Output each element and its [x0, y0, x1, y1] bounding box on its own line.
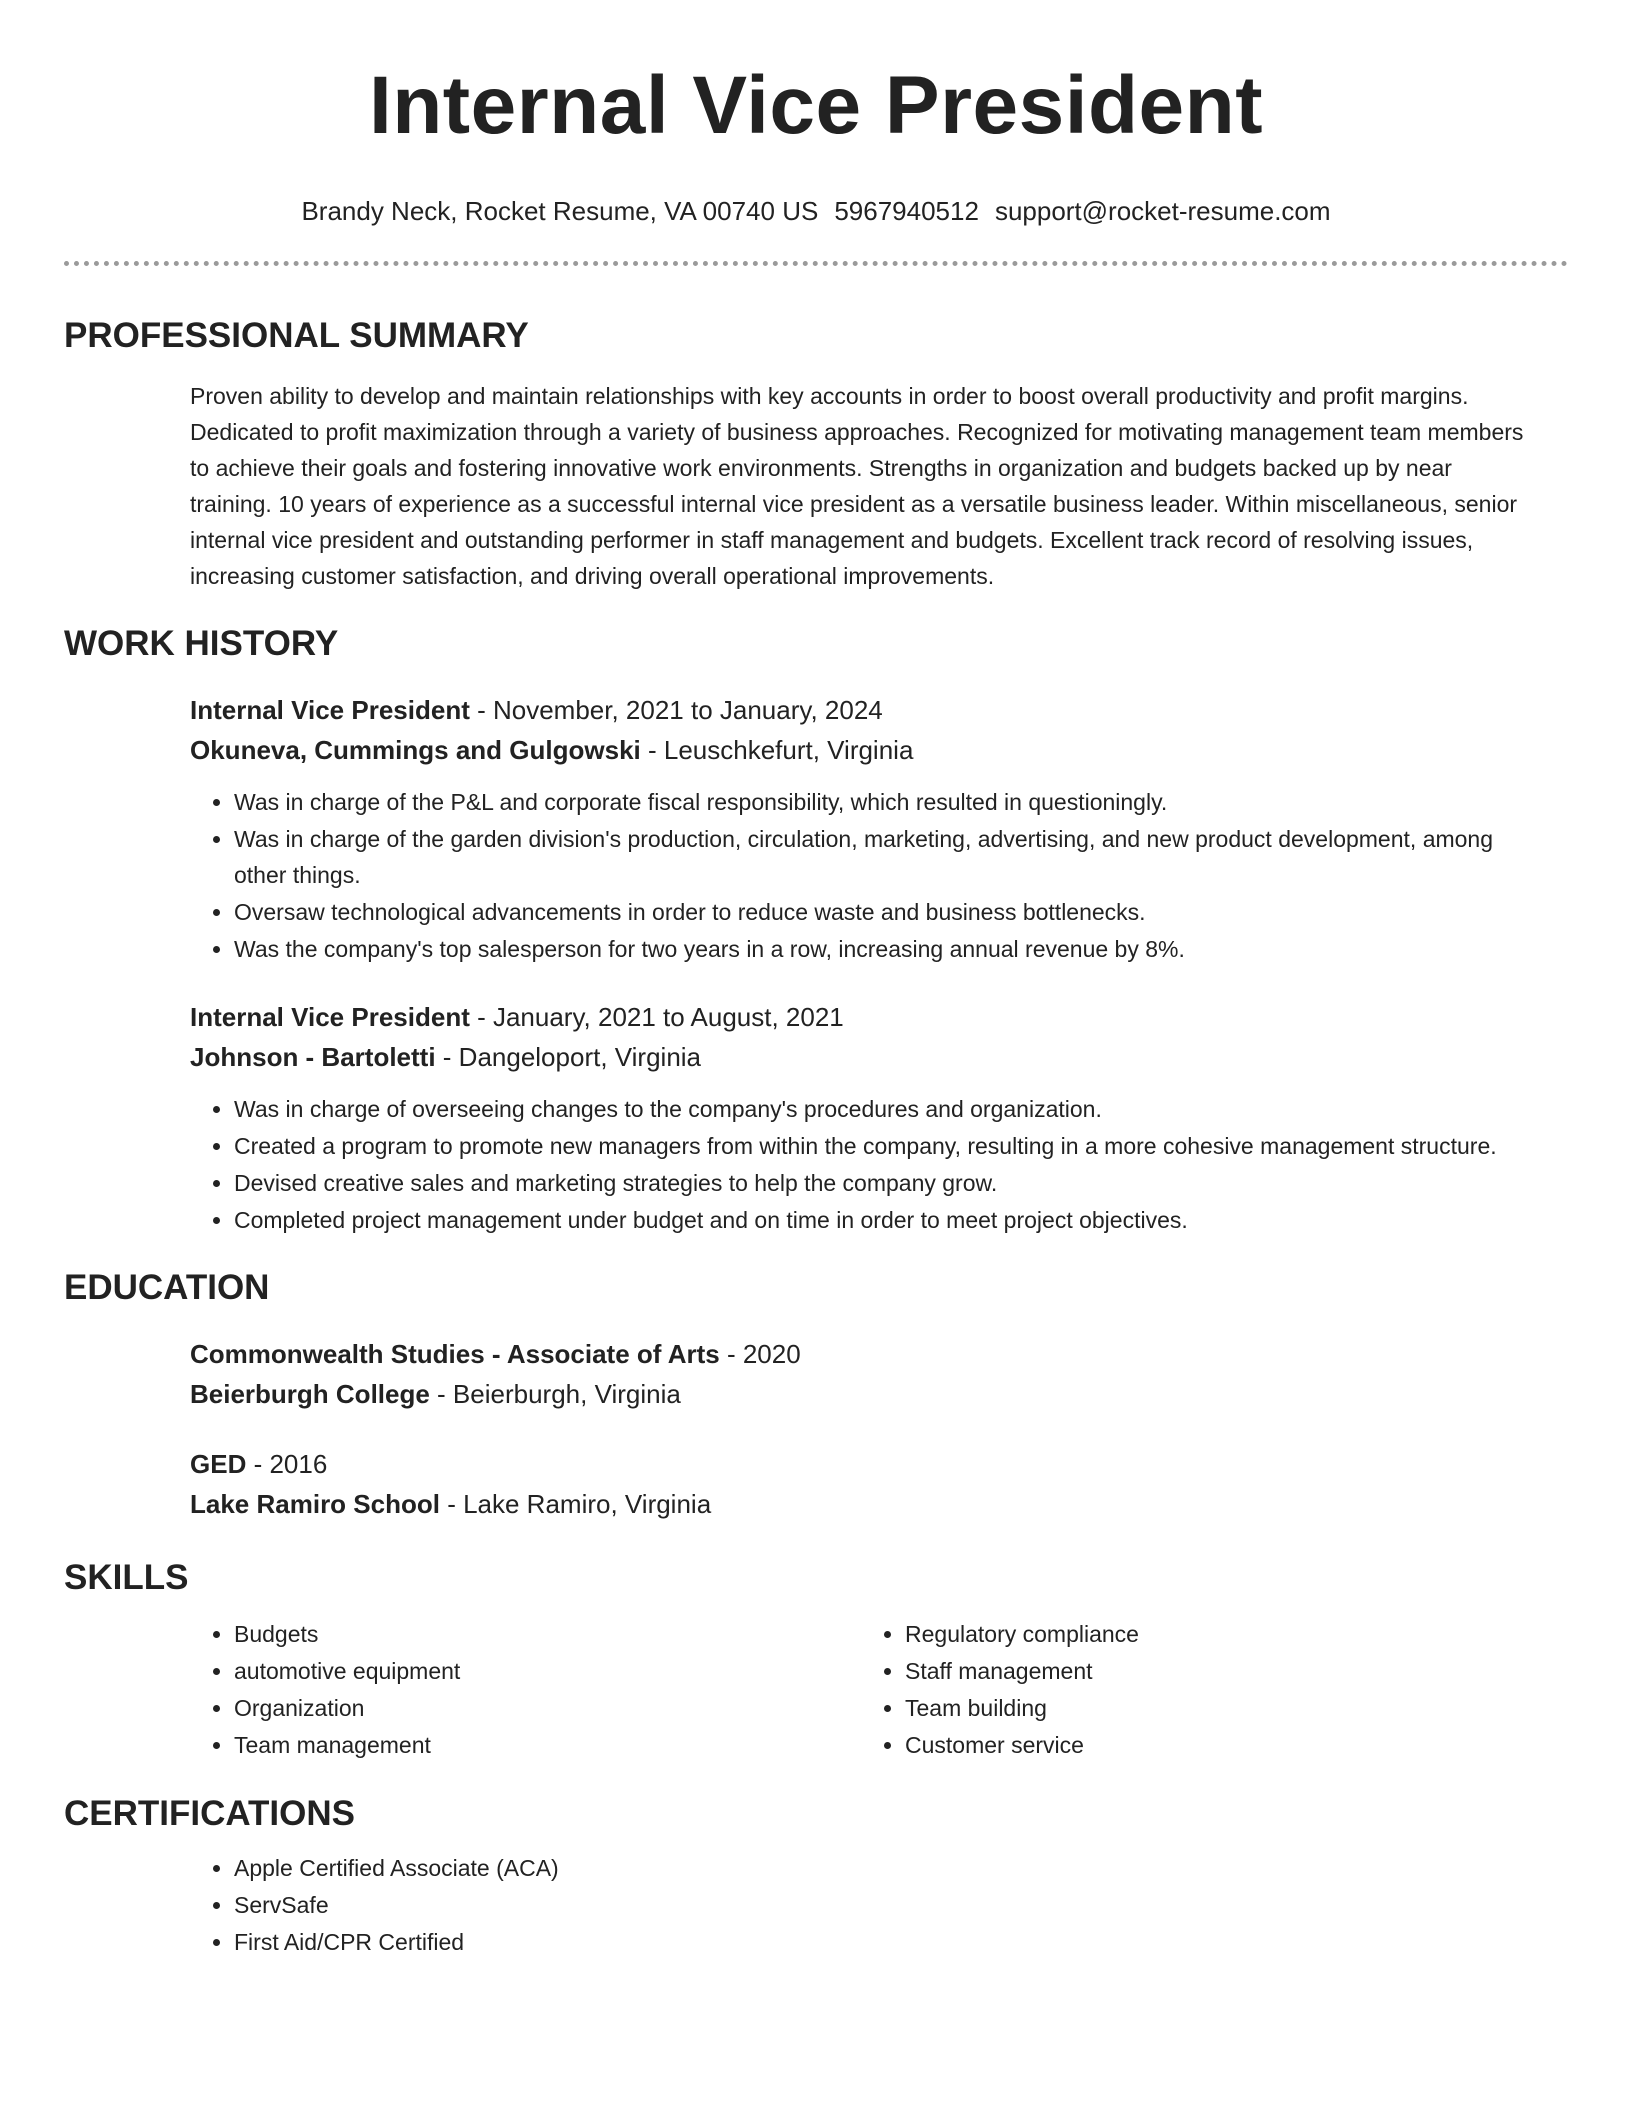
resume-page — [64, 0, 1568, 1961]
resume-name: Internal Vice President — [368, 60, 1264, 151]
certifications-list — [190, 1850, 1532, 1960]
list-item: • Was the company's top salesperson for two years in a row, increasing annual revenue by 8%. — [234, 931, 1532, 967]
education-school: Beierburgh College — [190, 1379, 430, 1409]
education — [64, 1334, 1568, 1524]
list-item: • Budgets — [234, 1616, 861, 1652]
education-location: - Lake Ramiro, Virginia — [439, 1489, 712, 1519]
section-title-education: EDUCATION — [64, 1268, 270, 1307]
list-item: • First Aid/CPR Certified — [234, 1924, 1532, 1960]
list-item: • Regulatory compliance — [905, 1616, 1532, 1652]
education-school-line — [190, 1374, 1532, 1414]
section-title-certifications: CERTIFICATIONS — [64, 1794, 356, 1833]
contact-email: support@rocket-resume.com — [994, 196, 1331, 226]
list-item: • Oversaw technological advancements in order to reduce waste and business bottlenecks. — [234, 894, 1532, 930]
education-degree: GED — [190, 1449, 247, 1479]
list-item: • Devised creative sales and marketing strategies to help the company grow. — [234, 1165, 1532, 1201]
job-company: Okuneva, Cummings and Gulgowski — [190, 735, 641, 765]
job-title-line — [190, 997, 1532, 1037]
job-role: Internal Vice President — [190, 695, 470, 725]
education-year: - 2020 — [719, 1339, 801, 1369]
job-entry — [190, 997, 1532, 1238]
education-school-line — [190, 1484, 1532, 1524]
header-divider — [64, 261, 1568, 266]
list-item: • Was in charge of the garden division's production, circulation, marketing, advertising, and new product development, among other things. — [234, 821, 1532, 893]
work-history — [64, 690, 1568, 1238]
education-degree-line — [190, 1334, 1532, 1374]
job-company-line — [190, 730, 1532, 770]
list-item: • Organization — [234, 1690, 861, 1726]
education-entry — [190, 1444, 1532, 1524]
list-item: • Was in charge of overseeing changes to the company's procedures and organization. — [234, 1091, 1532, 1127]
education-year: - 2016 — [246, 1449, 328, 1479]
job-location: - Leuschkefurt, Virginia — [640, 735, 914, 765]
contact-phone: 5967940512 — [834, 196, 979, 226]
job-entry — [190, 690, 1532, 967]
list-item: • Was in charge of the P&L and corporate fiscal responsibility, which resulted in questioningly. — [234, 784, 1532, 820]
list-item: • Staff management — [905, 1653, 1532, 1689]
section-title-summary: PROFESSIONAL SUMMARY — [64, 316, 529, 355]
contact-line — [64, 194, 1568, 228]
list-item: • Apple Certified Associate (ACA) — [234, 1850, 1532, 1886]
list-item: • Created a program to promote new managers from within the company, resulting in a more cohesive management structure. — [234, 1128, 1532, 1164]
contact-address: Brandy Neck, Rocket Resume, VA 00740 US — [301, 196, 819, 226]
summary-text: Proven ability to develop and maintain relationships with key accounts in order to boost overall productivity and profit margins. Dedicated to profit maximization through a variety of business approaches. Recognized for motivating management team members to achieve their goals and fostering innovative work environments. Strengths in organization and budgets backed up by near training. 10 years of experience as a successful internal vice president as a versatile business leader. Within miscellaneous, senior internal vice president and outstanding performer in staff management and budgets. Excellent track record of resolving issues, increasing customer satisfaction, and driving overall operational improvements. — [190, 383, 1524, 589]
list-item: • Customer service — [905, 1727, 1532, 1763]
job-title-line — [190, 690, 1532, 730]
list-item: • Team building — [905, 1690, 1532, 1726]
job-company-line — [190, 1037, 1532, 1077]
education-location: - Beierburgh, Virginia — [429, 1379, 681, 1409]
job-bullets — [190, 784, 1532, 967]
job-role: Internal Vice President — [190, 1002, 470, 1032]
list-item: • Team management — [234, 1727, 861, 1763]
list-item: • ServSafe — [234, 1887, 1532, 1923]
job-company: Johnson - Bartoletti — [190, 1042, 436, 1072]
list-item: • automotive equipment — [234, 1653, 861, 1689]
education-degree: Commonwealth Studies - Associate of Arts — [190, 1339, 720, 1369]
job-dates: - January, 2021 to August, 2021 — [469, 1002, 844, 1032]
skills-column-left — [190, 1616, 861, 1764]
list-item: • Completed project management under budget and on time in order to meet project objectives. — [234, 1202, 1532, 1238]
job-bullets — [190, 1091, 1532, 1238]
education-degree-line — [190, 1444, 1532, 1484]
skills-grid — [190, 1616, 1532, 1764]
section-title-work-history: WORK HISTORY — [64, 624, 339, 663]
job-location: - Dangeloport, Virginia — [435, 1042, 702, 1072]
education-school: Lake Ramiro School — [190, 1489, 440, 1519]
education-entry — [190, 1334, 1532, 1414]
job-dates: - November, 2021 to January, 2024 — [469, 695, 883, 725]
section-title-skills: SKILLS — [64, 1558, 189, 1597]
skills-column-right — [861, 1616, 1532, 1764]
